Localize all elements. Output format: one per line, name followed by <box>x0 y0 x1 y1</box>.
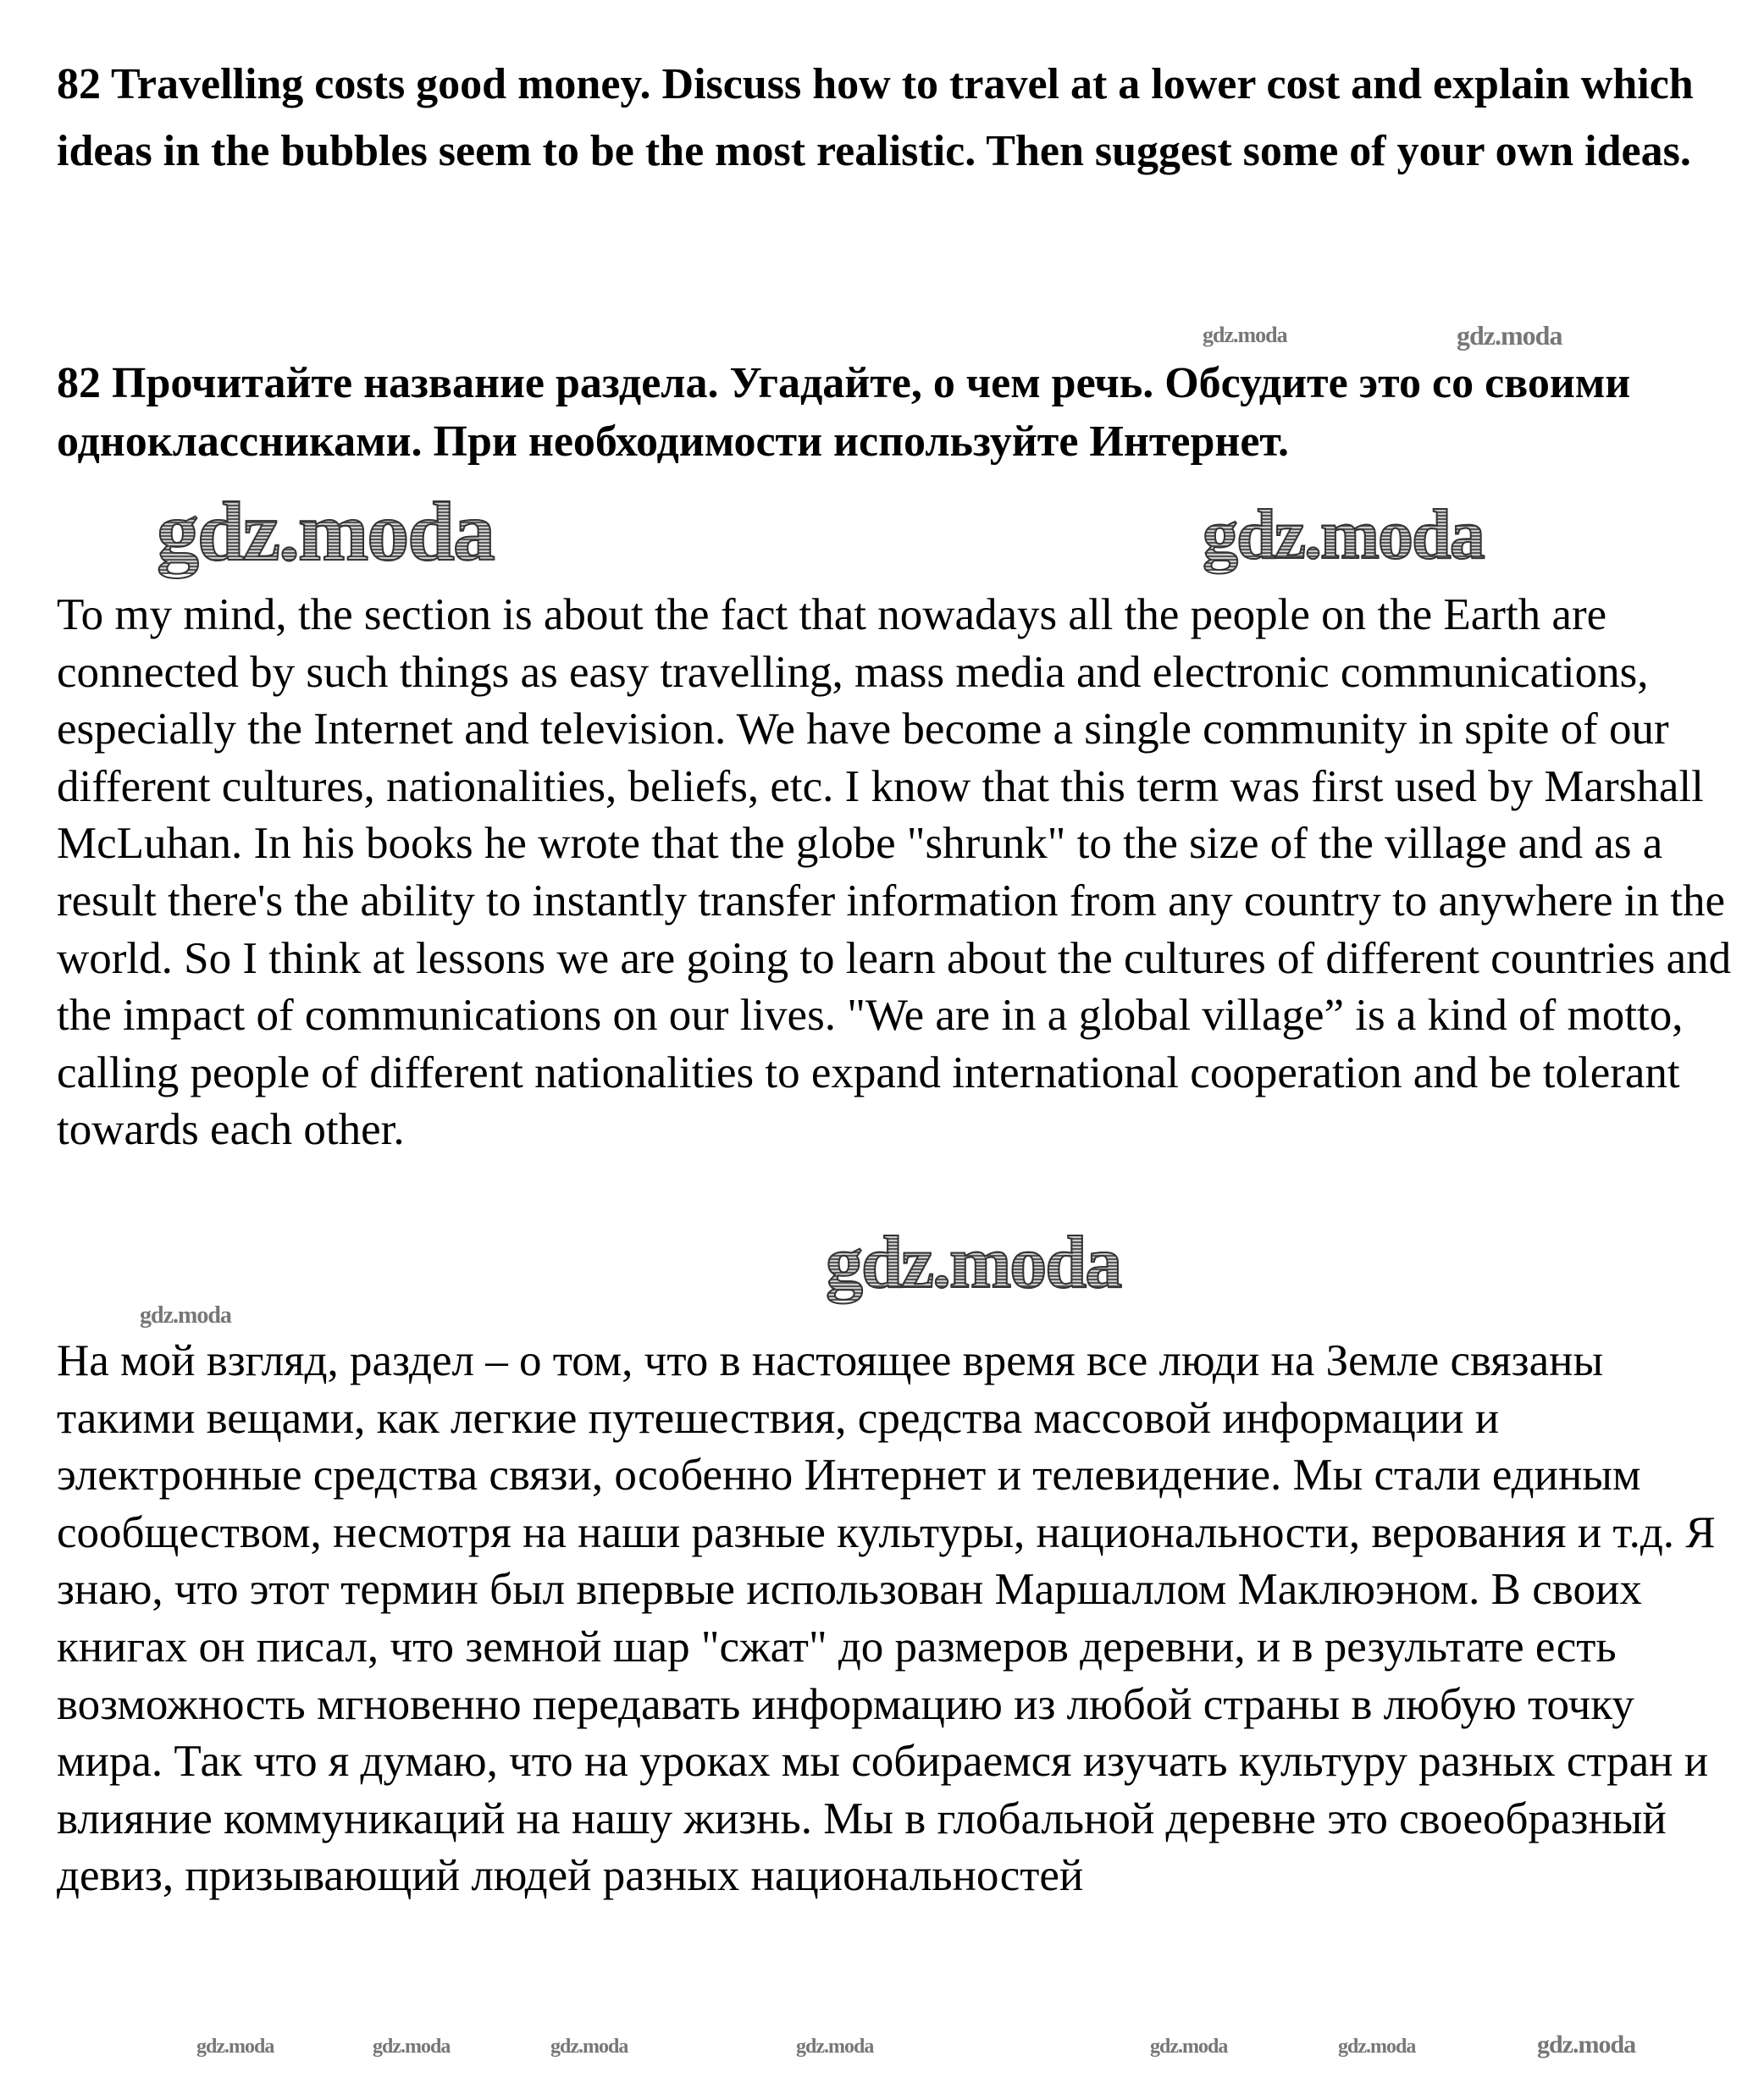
watermark-logo: gdz.moda <box>157 484 494 578</box>
watermark-logo: gdz.moda <box>1457 320 1562 351</box>
watermark-logo: gdz.moda <box>1203 495 1484 574</box>
watermark-logo: gdz.moda <box>1150 2036 1228 2058</box>
watermark-logo: gdz.moda <box>550 2036 628 2058</box>
watermark-logo: gdz.moda <box>826 1222 1121 1304</box>
answer-english-paragraph: To my mind, the section is about the fact that nowadays all the people on the Earth are connected by such things as easy travelling, mass media and electronic communications, especially the Internet and television. We have become a single community in spite of our different cultures, nationalities, beliefs, etc. I know that this term was first used by Marshall McLuhan. In his books he wrote that the globe "shrunk" to the size of the village and as a result there's the ability to instantly transfer information from any country to anywhere in the world. So I think at lessons we are going to learn about the cultures of different countries and the impact of communications on our lives. "We are in a global village” is a kind of motto, calling people of different nationalities to expand international cooperation and be tolerant towards each other. <box>57 590 1732 1155</box>
watermark-logo: gdz.moda <box>1338 2036 1416 2058</box>
watermark-logo: gdz.moda <box>140 1302 231 1329</box>
watermark-logo: gdz.moda <box>1203 323 1287 347</box>
watermark-logo: gdz.moda <box>1537 2031 1636 2059</box>
answer-russian-paragraph: На мой взгляд, раздел – о том, что в настоящее время все люди на Земле связаны такими вещами, как легкие путешествия, средства массовой информации и электронные средства связи, особенно Интернет и телевидение. Мы стали единым сообществом, несмотря на наши разные культуры, национальности, верования и т.д. Я знаю, что этот термин был впервые использован Маршаллом Маклюэном. В своих книгах он писал, что земной шар "сжат" до размеров деревни, и в результате есть возможность мгновенно передавать информацию из любой страны в любую точку мира. Так что я думаю, что на уроках мы собираемся изучать культуру разных стран и влияние коммуникаций на нашу жизнь. Мы в глобальной деревне это своеобразный девиз, призывающий людей разных национальностей <box>57 1336 1716 1901</box>
task-heading-english: 82 Travelling costs good money. Discuss how to travel at a lower cost and explain which ideas in the bubbles seem to be the most realistic. Then suggest some of your own ideas. <box>57 60 1694 175</box>
task-heading-russian: 82 Прочитайте название раздела. Угадайте, о чем речь. Обсудите это со своими одноклассниками. При необходимости используйте Интернет. <box>57 359 1631 466</box>
watermark-logo: gdz.moda <box>196 2036 274 2058</box>
watermark-logo: gdz.moda <box>373 2036 451 2058</box>
watermark-logo: gdz.moda <box>796 2036 874 2058</box>
